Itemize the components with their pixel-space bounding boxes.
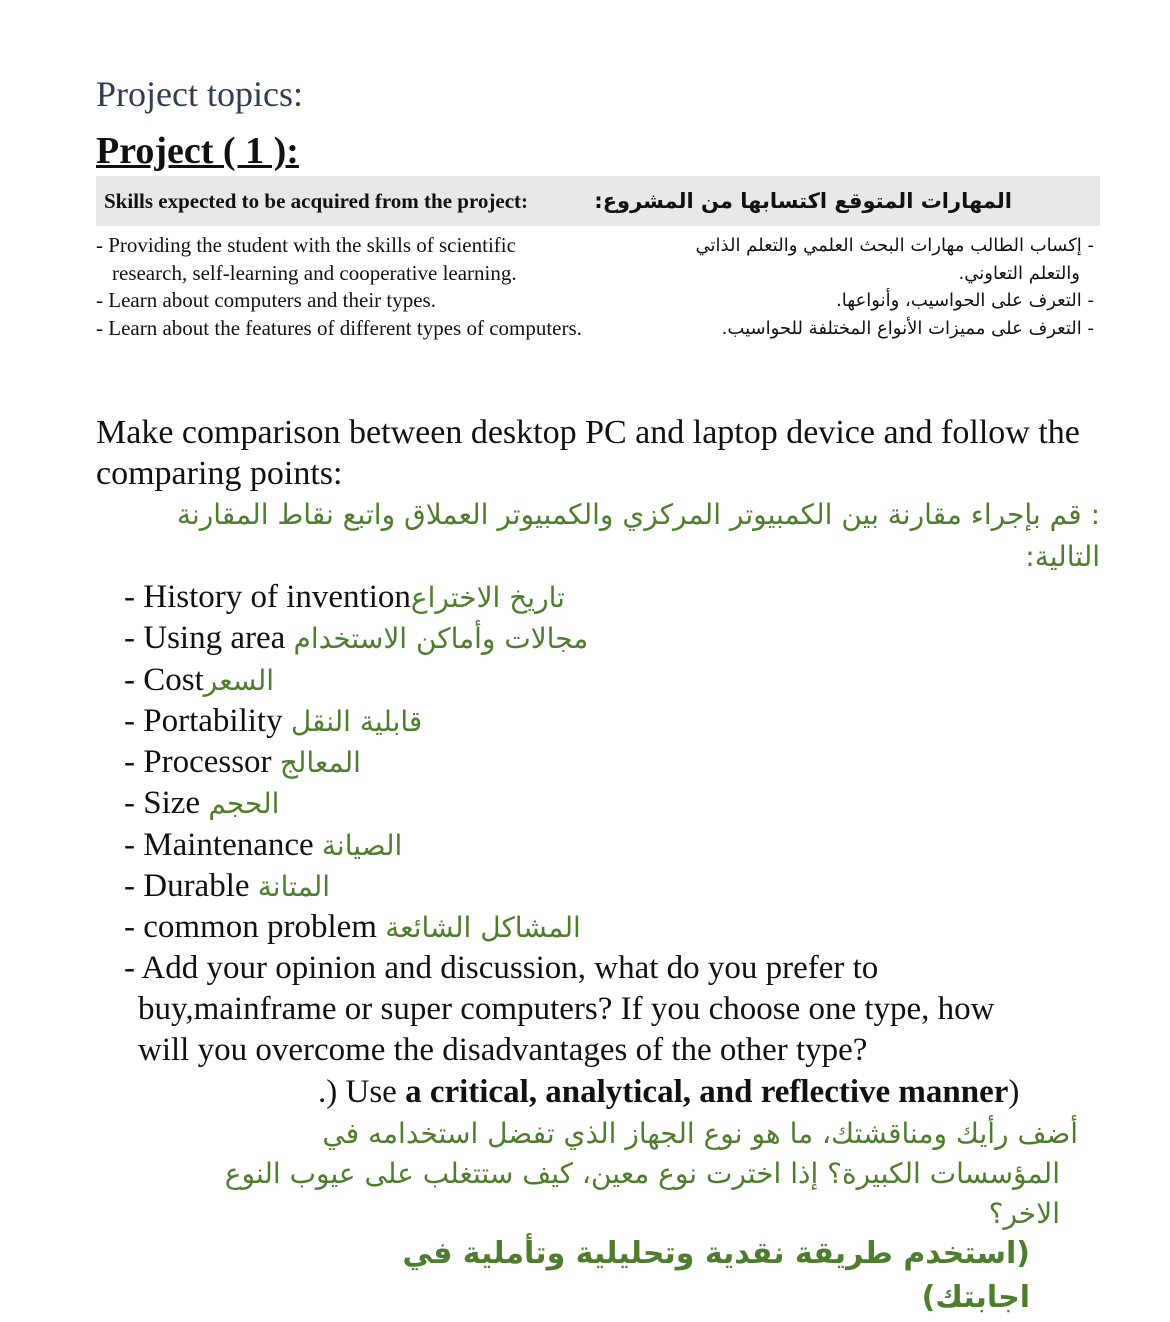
skills-list-arabic [654, 232, 1100, 342]
comparison-point [124, 701, 1084, 742]
point-english: - Cost [124, 661, 204, 698]
manner-prefix: .) Use [318, 1074, 406, 1110]
opinion-arabic-line: المؤسسات الكبيرة؟ إذا اخترت نوع معين، كيف ستتغلب على عيوب النوع [224, 1157, 1060, 1190]
manner-instruction-arabic: (استخدم طريقة نقدية وتحليلية وتأملية في اجابتك) [402, 1236, 1030, 1315]
skill-item: - Learn about the features of different types of computers. [96, 315, 582, 340]
point-arabic: الصيانة [321, 828, 403, 862]
opinion-question-arabic [200, 1114, 1078, 1234]
point-arabic: المشاكل الشائعة [385, 911, 581, 945]
comparison-points-list [124, 577, 1084, 949]
comparison-point [124, 783, 1084, 824]
point-english: - Processor [124, 744, 280, 781]
manner-bold-text: a critical, analytical, and reflective manner [405, 1074, 1009, 1110]
opinion-arabic-line: أضف رأيك ومناقشتك، ما هو نوع الجهاز الذي تفضل استخدامه في [322, 1117, 1078, 1150]
point-arabic: مجالات وأماكن الاستخدام [293, 622, 589, 656]
point-arabic: المتانة [257, 870, 331, 904]
point-english: - Durable [124, 868, 258, 905]
point-english: - common problem [124, 909, 386, 946]
point-arabic: المعالج [279, 746, 361, 780]
skill-item-arabic: - إكساب الطالب مهارات البحث العلمي والتعلم الذاتي والتعلم التعاوني. [695, 235, 1094, 284]
skill-item-arabic: - التعرف على الحواسيب، وأنواعها. [836, 290, 1094, 311]
comparison-point [124, 742, 1084, 783]
point-english: - History of invention [124, 579, 411, 615]
point-english: - Maintenance [124, 826, 322, 863]
comparison-point [124, 825, 1084, 866]
point-english: - Size [124, 785, 209, 822]
point-arabic: الحجم [208, 787, 280, 821]
skill-item-arabic: - التعرف على مميزات الأنواع المختلفة للحواسيب. [721, 317, 1094, 339]
skill-item: - Learn about computers and their types. [96, 288, 436, 312]
skills-table [96, 176, 1100, 342]
project-title: Project ( 1 ): [96, 130, 299, 172]
opinion-arabic-line: الاخر؟ [988, 1197, 1060, 1230]
comparison-point [124, 618, 1084, 659]
comparison-point [124, 660, 1084, 701]
skills-list-english [96, 232, 596, 342]
comparison-point [124, 577, 1084, 618]
comparison-intro-arabic: : قم بإجراء مقارنة بين الكمبيوتر المركزي والكمبيوتر العملاق واتبع نقاط المقارنة التالية: [176, 498, 1100, 573]
skills-header-arabic: المهارات المتوقع اكتسابها من المشروع: [594, 189, 1012, 213]
skills-table-body [96, 226, 1100, 342]
skills-table-header [96, 176, 1100, 226]
skill-item: - Providing the student with the skills of scientific research, self-learning and cooperative learning. [96, 233, 517, 285]
point-english: - Portability [124, 702, 291, 739]
opinion-line: will you overcome the disadvantages of the other type? [138, 1032, 868, 1068]
opinion-question-english [124, 948, 1084, 1071]
opinion-line: - Add your opinion and discussion, what do you prefer to [124, 950, 879, 986]
comparison-point [124, 907, 1084, 948]
manner-suffix: ) [1008, 1074, 1020, 1110]
comparison-point [124, 866, 1084, 907]
opinion-line: buy,mainframe or super computers? If you choose one type, how [138, 991, 995, 1027]
manner-instruction-english [318, 1072, 1019, 1113]
comparison-intro-english: Make comparison between desktop PC and laptop device and follow the comparing points: [96, 414, 1080, 492]
point-arabic: السعر [203, 663, 275, 697]
project-topics-heading: Project topics: [96, 74, 303, 114]
skills-header-english: Skills expected to be acquired from the project: [104, 188, 529, 213]
point-english: - Using area [124, 620, 294, 657]
point-arabic: قابلية النقل [290, 704, 423, 738]
point-arabic: تاريخ الاختراع [410, 581, 565, 614]
